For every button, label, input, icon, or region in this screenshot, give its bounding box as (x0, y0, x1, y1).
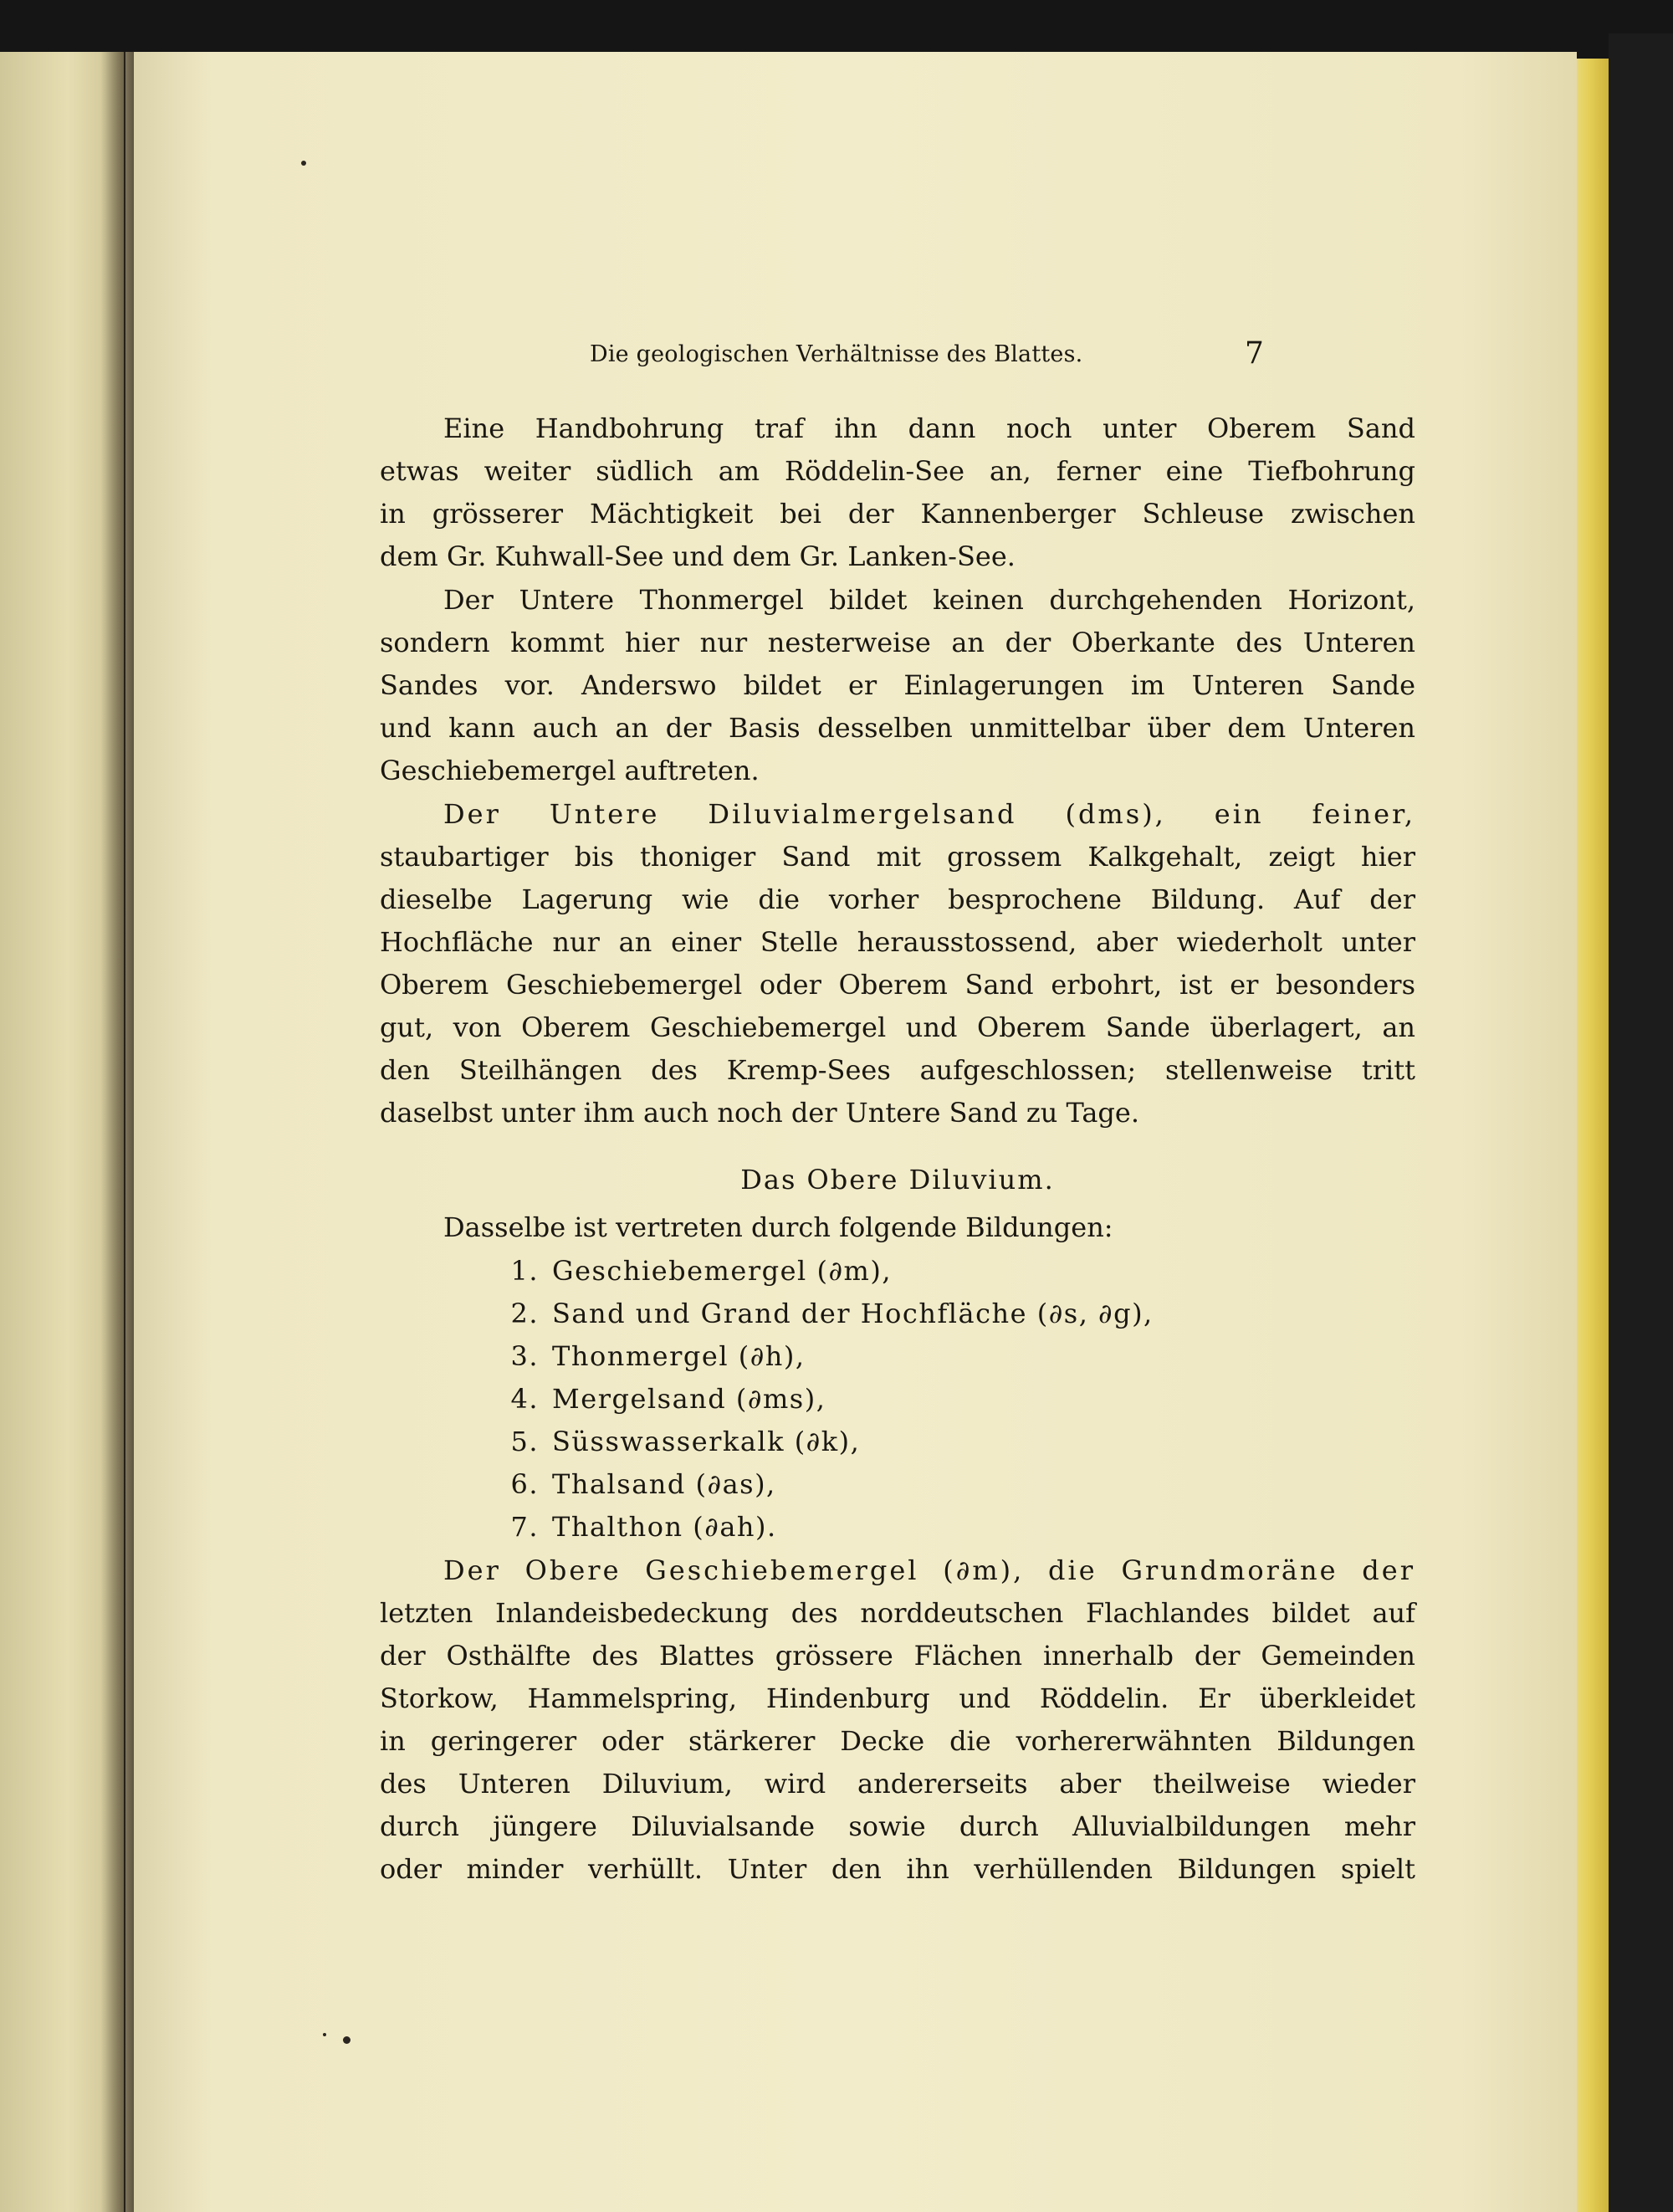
text-line: sondern kommt hier nur nesterweise an der Oberkante des Unteren (380, 627, 1415, 658)
text-line: dieselbe Lagerung wie die vorher besprochene Bildung. Auf der (380, 883, 1415, 915)
list-item-number: 5. (510, 1426, 539, 1457)
list-item (495, 1250, 892, 1292)
list-item (495, 1421, 860, 1462)
list-item-number: 3. (510, 1340, 539, 1372)
book-page (125, 52, 1577, 2212)
running-title: Die geologischen Verhältnisse des Blattes. (590, 341, 1083, 367)
list-intro: Dasselbe ist vertreten durch folgende Bildungen: (443, 1211, 1113, 1243)
list-item-text: Süsswasserkalk (∂k), (552, 1426, 861, 1457)
gilded-page-edge (1577, 59, 1609, 2212)
text-line: letzten Inlandeisbedeckung des norddeutschen Flachlandes bildet auf (380, 1597, 1415, 1629)
text-line: in geringerer oder stärkerer Decke die vorhererwähnten Bildungen (380, 1725, 1415, 1757)
list-item-text: Sand und Grand der Hochfläche (∂s, ∂g), (552, 1298, 1154, 1329)
spine-shadow (100, 52, 134, 2212)
paper-speck (301, 161, 306, 166)
list-item-text: Thalthon (∂ah). (552, 1511, 777, 1543)
text-line: gut, von Oberem Geschiebemergel und Oberem Sande überlagert, an (380, 1011, 1415, 1043)
page-body (125, 52, 1577, 2212)
text-line: Eine Handbohrung traf ihn dann noch unter Oberem Sand (443, 412, 1415, 444)
text-line: in grösserer Mächtigkeit bei der Kannenberger Schleuse zwischen (380, 498, 1415, 530)
text-line: etwas weiter südlich am Röddelin-See an, ferner eine Tiefbohrung (380, 455, 1415, 487)
text-line: Der Untere Thonmergel bildet keinen durchgehenden Horizont, (443, 584, 1415, 616)
text-line: Oberem Geschiebemergel oder Oberem Sand erbohrt, ist er besonders (380, 969, 1415, 1001)
list-item-text: Geschiebemergel (∂m), (552, 1255, 892, 1287)
text-line: Der Untere Diluvialmergelsand (dms), ein feiner, (443, 798, 1415, 830)
list-item-number: 2. (510, 1298, 539, 1329)
list-item-text: Thalsand (∂as), (552, 1468, 776, 1500)
page-number: 7 (1245, 336, 1264, 371)
list-item-text: Mergelsand (∂ms), (552, 1383, 826, 1415)
text-line: oder minder verhüllt. Unter den ihn verhüllenden Bildungen spielt (380, 1853, 1415, 1885)
text-line: dem Gr. Kuhwall-See und dem Gr. Lanken-See. (380, 540, 1016, 572)
text-line: durch jüngere Diluvialsande sowie durch Alluvialbildungen mehr (380, 1810, 1415, 1842)
section-heading: Das Obere Diluvium. (740, 1164, 1055, 1196)
text-line: Der Obere Geschiebemergel (∂m), die Grundmoräne der (443, 1554, 1415, 1586)
text-line: und kann auch an der Basis desselben unmittelbar über dem Unteren (380, 712, 1415, 744)
list-item (495, 1378, 826, 1420)
paper-speck (343, 2036, 350, 2044)
book-cover-board (1609, 33, 1673, 2212)
list-item (495, 1335, 806, 1377)
text-line: des Unteren Diluvium, wird andererseits aber theilweise wieder (380, 1768, 1415, 1800)
list-item-number: 1. (510, 1255, 539, 1287)
list-item-number: 7. (510, 1511, 539, 1543)
list-item (495, 1293, 1154, 1334)
text-line: Storkow, Hammelspring, Hindenburg und Röddelin. Er überkleidet (380, 1682, 1415, 1714)
list-item (495, 1506, 777, 1548)
text-line: Sandes vor. Anderswo bildet er Einlagerungen im Unteren Sande (380, 669, 1415, 701)
list-item-text: Thonmergel (∂h), (552, 1340, 806, 1372)
text-line: Hochfläche nur an einer Stelle herausstossend, aber wiederholt unter (380, 926, 1415, 958)
text-line: Geschiebemergel auftreten. (380, 755, 760, 786)
text-line: daselbst unter ihm auch noch der Untere Sand zu Tage. (380, 1097, 1140, 1129)
text-line: den Steilhängen des Kremp-Sees aufgeschlossen; stellenweise tritt (380, 1054, 1415, 1086)
paper-speck (323, 2033, 326, 2036)
list-item (495, 1463, 776, 1505)
list-item-number: 6. (510, 1468, 539, 1500)
list-item-number: 4. (510, 1383, 539, 1415)
text-line: staubartiger bis thoniger Sand mit grossem Kalkgehalt, zeigt hier (380, 841, 1415, 873)
text-line: der Osthälfte des Blattes grössere Flächen innerhalb der Gemeinden (380, 1640, 1415, 1672)
